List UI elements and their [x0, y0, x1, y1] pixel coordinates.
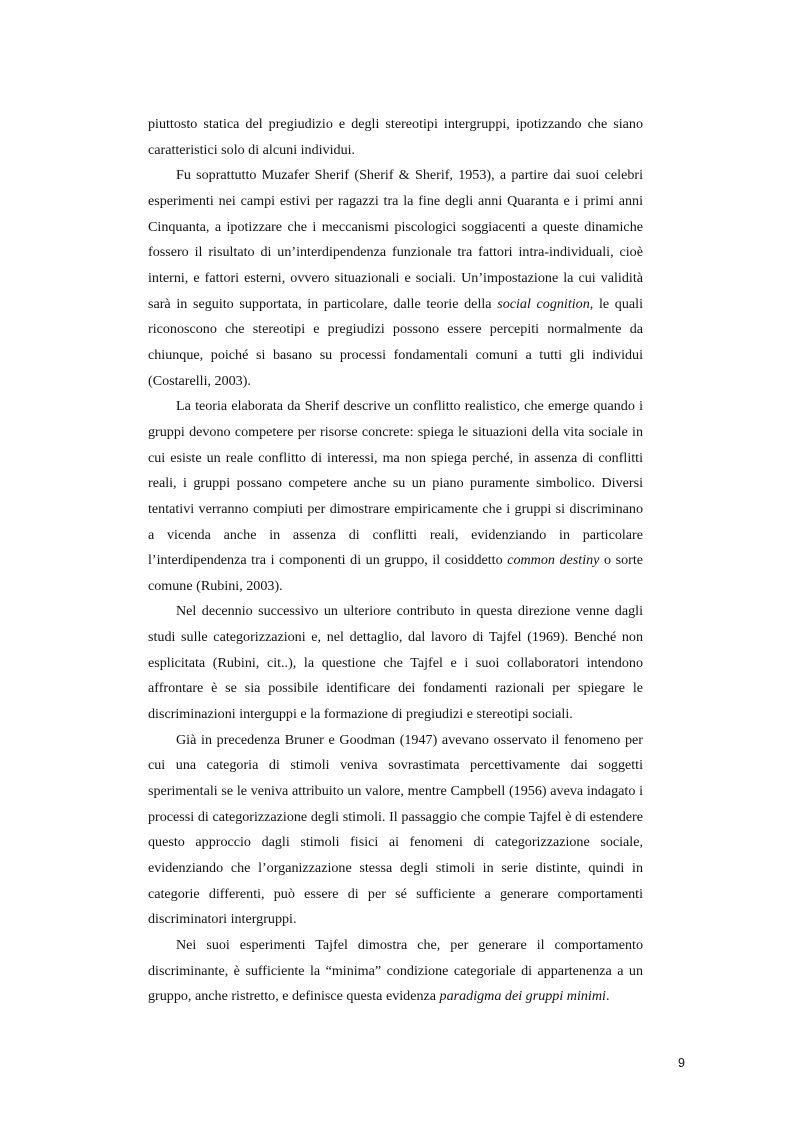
italic-term: social cognition: [497, 295, 590, 312]
text-span: Nei suoi esperimenti Tajfel dimostra che, per generare il comportamento discriminante, è sufficiente la “minima” condizione categoriale di appartenenza a un gruppo, anche ristretto, e definisce questa evidenza: [148, 937, 643, 1005]
text-span: Fu soprattutto Muzafer Sherif (Sherif & Sherif, 1953), a partire dai suoi celebri esperimenti nei campi estivi per ragazzi tra la fine degli anni Quaranta e i primi anni Cinquanta, a ipotizzare che i meccanismi piscologici soggiacenti a queste dinamiche fossero il risultato di un’interdipendenza funzionale tra fattori intra-individuali, cioè interni, e fattori esterni, ovvero situazionali e sociali. Un’impostazione la cui validità sarà in seguito supportata, in particolare, dalle teorie della: [148, 167, 643, 312]
paragraph: [148, 933, 643, 1010]
text-span: piuttosto statica del pregiudizio e degli stereotipi intergruppi, ipotizzando che siano caratteristici solo di alcuni individui.: [148, 116, 643, 158]
page-number: 9: [678, 1056, 685, 1070]
text-span: Già in precedenza Bruner e Goodman (1947) avevano osservato il fenomeno per cui una categoria di stimoli veniva sovrastimata percettivamente dai soggetti sperimentali se le veniva attribuito un valore, mentre Campbell (1956) aveva indagato i processi di categorizzazione degli stimoli. Il passaggio che compie Tajfel è di estendere questo approccio dagli stimoli fisici ai fenomeni di categorizzazione sociale, evidenziando che l’organizzazione stessa degli stimoli in serie distinte, quindi in categorie differenti, può essere di per sé sufficiente a generare comportamenti discriminatori intergruppi.: [148, 731, 643, 928]
text-span: Nel decennio successivo un ulteriore contributo in questa direzione venne dagli studi sulle categorizzazioni e, nel dettaglio, dal lavoro di Tajfel (1969). Benché non esplicitata (Rubini, cit..), la questione che Tajfel e i suoi collaboratori intendono affrontare è se sia possibile identificare dei fondamenti razionali per spiegare le discriminazioni interguppi e la formazione di pregiudizi e stereotipi sociali.: [148, 603, 643, 723]
italic-term: common destiny: [507, 552, 600, 569]
text-span: , le quali riconoscono che stereotipi e pregiudizi possono essere percepiti normalmente da chiunque, poiché si basano su processi fondamentali comuni a tutti gli individui (Costarelli, 2003).: [148, 295, 643, 389]
document-page: [148, 112, 643, 1010]
paragraph: [148, 163, 643, 394]
paragraph: [148, 728, 643, 933]
text-span: o sorte comune (Rubini, 2003).: [148, 552, 643, 594]
paragraph: [148, 112, 643, 163]
paragraph: [148, 394, 643, 599]
text-span: La teoria elaborata da Sherif descrive un conflitto realistico, che emerge quando i gruppi devono competere per risorse concrete: spiega le situazioni della vita sociale in cui esiste un reale conflitto di interessi, ma non spiega perché, in assenza di conflitti reali, i gruppi possano competere anche su un piano puramente simbolico. Diversi tentativi verranno compiuti per dimostrare empiricamente che i gruppi si discriminano a vicenda anche in assenza di conflitti reali, evidenziando in particolare l’interdipendenza tra i componenti di un gruppo, il cosiddetto: [148, 398, 643, 569]
text-span: .: [605, 988, 610, 1005]
paragraph: [148, 599, 643, 727]
italic-term: paradigma dei gruppi minimi: [439, 988, 606, 1005]
